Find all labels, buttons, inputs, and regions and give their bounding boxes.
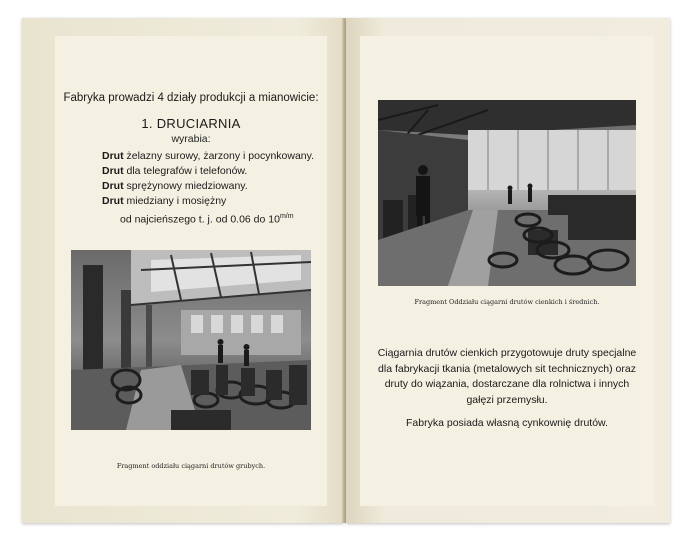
- left-page: [22, 18, 344, 523]
- factory-hall-photo-left: [71, 250, 311, 430]
- paragraph-line: dla fabrykacji tkania (metalowych sit technicznych) oraz: [378, 362, 636, 375]
- product-line: Drut dla telegrafów i telefonów.: [102, 165, 248, 177]
- product-list: [102, 149, 322, 228]
- galvanizing-note: Fabryka posiada własną cynkownię drutów.: [406, 417, 608, 429]
- section-heading: 1. DRUCIARNIA: [141, 116, 241, 131]
- product-line: Drut żelazny surowy, żarzony i pocynkowany.: [102, 150, 315, 162]
- section-subheading: wyrabia:: [171, 133, 211, 145]
- paragraph-line: druty do wiązania, dostarczane dla rolnictwa i innych: [384, 378, 630, 390]
- paragraph-line: gałęzi przemysłu.: [466, 393, 548, 406]
- left-page-panel: [55, 36, 327, 506]
- right-photo-caption: Fragment Oddziału ciągarni drutów cienkich i średnich.: [414, 298, 600, 306]
- wire-drawing-fine-photo: [378, 100, 636, 286]
- product-line: Drut sprężynowy miedziowany.: [102, 180, 248, 192]
- intro-text: Fabryka prowadzi 4 działy produkcji a mianowicie:: [63, 92, 319, 104]
- product-line: Drut miedziany i mosiężny: [102, 195, 227, 207]
- wire-drawing-heavy-photo: [71, 250, 311, 430]
- factory-hall-photo-right: [378, 100, 636, 286]
- paragraph-line: Ciągarnia drutów cienkich przygotowuje druty specjalne: [377, 347, 637, 359]
- booklet-spread: [22, 18, 670, 523]
- size-range-line: od najcieńszego t. j. od 0.06 do $10^{m/m}$: [120, 213, 294, 226]
- right-page-panel: [360, 36, 654, 506]
- right-page: [346, 18, 670, 523]
- left-photo-caption: Fragment oddziału ciągarni drutów grubych.: [116, 462, 266, 470]
- wire-drawing-description: [370, 346, 644, 408]
